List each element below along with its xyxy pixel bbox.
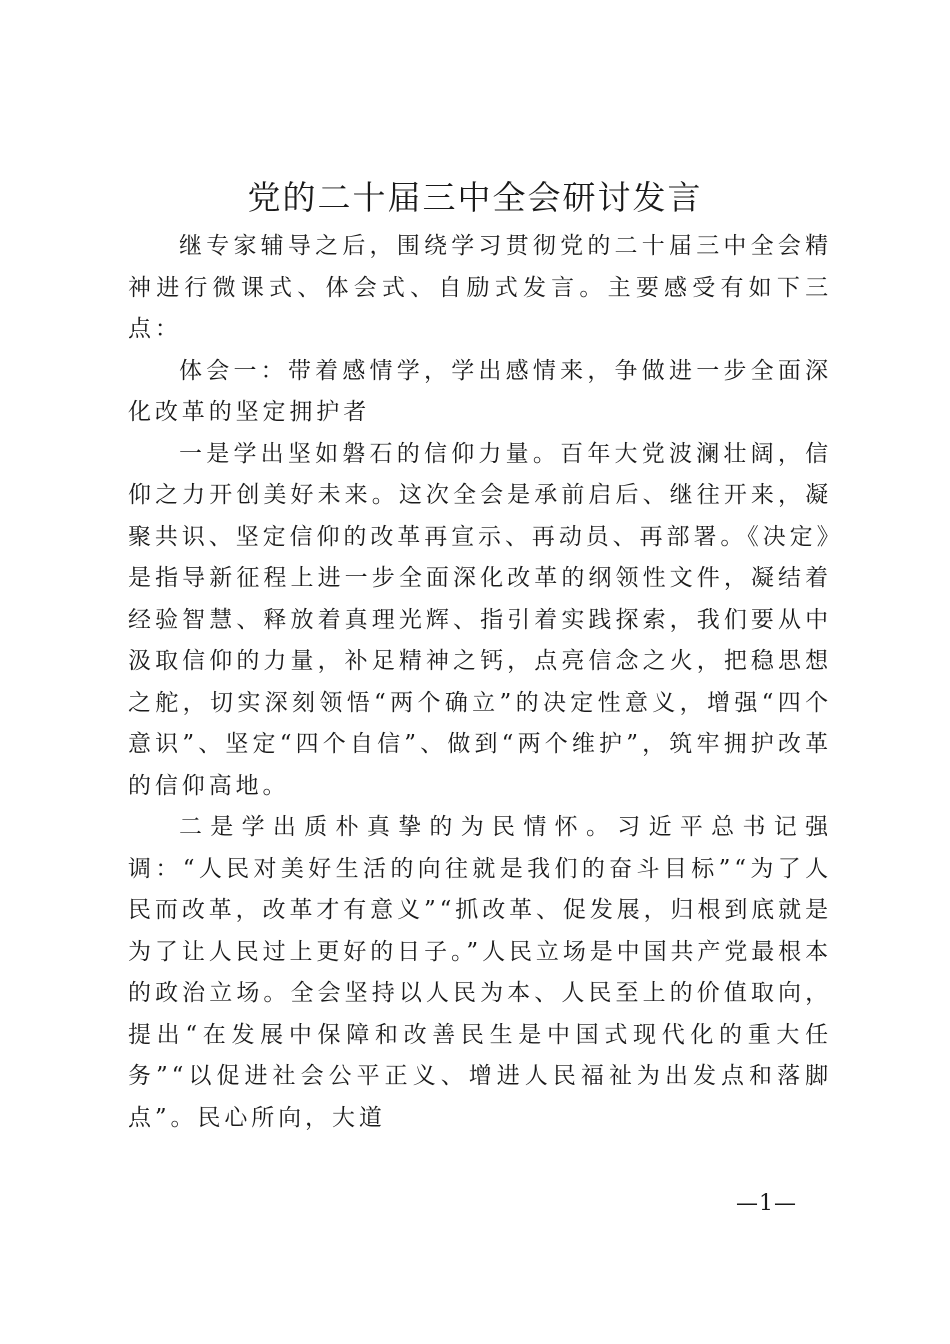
paragraph-point-two: 二是学出质朴真挚的为民情怀。习近平总书记强调：“人民对美好生活的向往就是我们的奋斗目标”“为了人民而改革，改革才有意义”“抓改革、促发展，归根到底就是为了让人民过上更好的日子。”人民立场是中国共产党最根本的政治立场。全会坚持以人民为本、人民至上的价值取向，提出“在发展中保障和改善民生是中国式现代化的重大任务”“以促进社会公平正义、增进人民福祉为出发点和落脚点”。民心所向，大道	[128, 814, 832, 1131]
paragraph-intro: 继专家辅导之后，围绕学习贯彻党的二十届三中全会精神进行微课式、体会式、自励式发言。主要感受有如下三点：	[128, 233, 832, 342]
document-title: 党的二十届三中全会研讨发言	[247, 178, 703, 217]
document-body	[128, 226, 832, 1139]
paragraph-heading-one: 体会一：带着感情学，学出感情来，争做进一步全面深化改革的坚定拥护者	[128, 357, 832, 425]
paragraph-point-one: 一是学出坚如磐石的信仰力量。百年大党波澜壮阔，信仰之力开创美好未来。这次全会是承前启后、继往开来，凝聚共识、坚定信仰的改革再宣示、再动员、再部署。《决定》是指导新征程上进一步全面深化改革的纲领性文件，凝结着经验智慧、释放着真理光辉、指引着实践探索，我们要从中汲取信仰的力量，补足精神之钙，点亮信念之火，把稳思想之舵，切实深刻领悟“两个确立”的决定性意义，增强“四个意识”、坚定“四个自信”、做到“两个维护”，筑牢拥护改革的信仰高地。	[128, 440, 832, 799]
page-number: —1—	[736, 1191, 797, 1216]
